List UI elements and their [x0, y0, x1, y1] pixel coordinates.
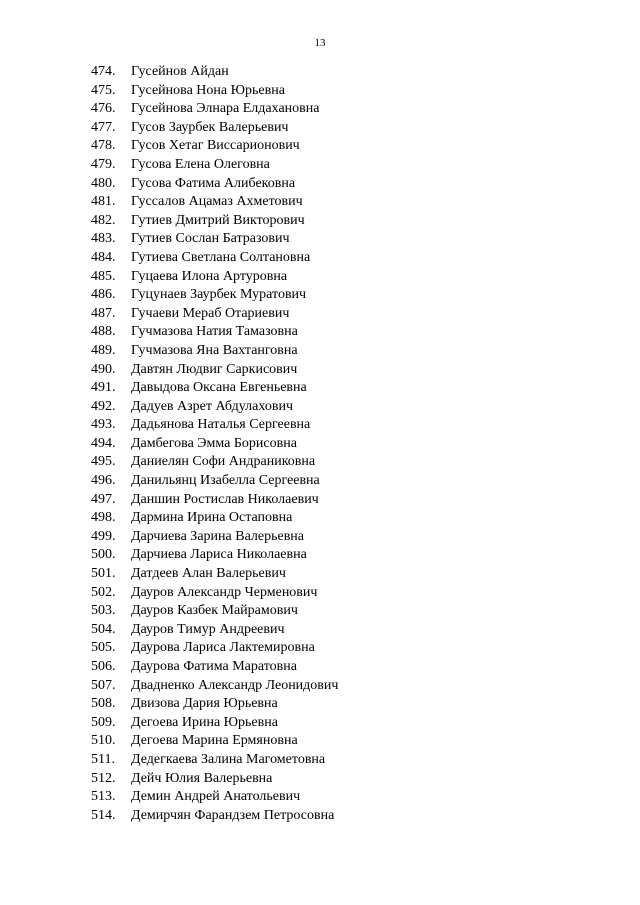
- list-item: [0, 695, 640, 714]
- item-name: Дегоева Марина Ермяновна: [131, 733, 298, 749]
- item-number: 513.: [91, 789, 116, 805]
- list-item: [0, 584, 640, 603]
- item-number: 488.: [91, 324, 116, 340]
- item-name: Даншин Ростислав Николаевич: [131, 491, 319, 507]
- list-item: [0, 156, 640, 175]
- item-name: Дейч Юлия Валерьевна: [131, 770, 273, 786]
- list-item: [0, 714, 640, 733]
- item-name: Гусова Елена Олеговна: [131, 156, 270, 172]
- list-item: [0, 732, 640, 751]
- item-number: 492.: [91, 398, 116, 414]
- item-number: 514.: [91, 807, 116, 823]
- item-number: 506.: [91, 659, 116, 674]
- item-name: Давтян Людвиг Саркисович: [131, 361, 298, 377]
- item-number: 483.: [91, 231, 116, 247]
- item-number: 475.: [91, 82, 116, 98]
- list-item: [0, 751, 640, 770]
- item-name: Гутиева Светлана Солтановна: [131, 249, 311, 265]
- item-name: Гучмазова Яна Вахтанговна: [131, 342, 298, 358]
- item-name: Датдеев Алан Валерьевич: [131, 566, 286, 582]
- item-number: 493.: [91, 417, 116, 433]
- list-item: [0, 100, 640, 119]
- list-item: [0, 268, 640, 287]
- item-number: 510.: [91, 733, 116, 749]
- list-item: [0, 509, 640, 528]
- item-name: Даниелян Софи Андраниковна: [131, 454, 316, 470]
- item-name: Гутиев Сослан Батразович: [131, 231, 290, 247]
- item-number: 487.: [91, 305, 116, 321]
- list-item: [0, 528, 640, 547]
- item-number: 478.: [91, 138, 116, 154]
- list-item: [0, 770, 640, 789]
- item-number: 480.: [91, 175, 116, 191]
- item-name: Гуцаева Илона Артуровна: [131, 268, 288, 284]
- list-item: [0, 658, 640, 677]
- item-name: Гусов Заурбек Валерьевич: [131, 119, 289, 135]
- item-number: 489.: [91, 342, 116, 358]
- item-name: Дарчиева Зарина Валерьевна: [131, 528, 305, 544]
- item-name: Гучаеви Мераб Отариевич: [131, 305, 290, 321]
- item-number: 491.: [91, 380, 116, 396]
- item-number: 511.: [91, 751, 115, 767]
- item-number: 502.: [91, 584, 116, 600]
- list-item: [0, 639, 640, 658]
- item-number: 481.: [91, 194, 116, 210]
- item-name: Двадненко Александр Леонидович: [131, 677, 339, 693]
- item-name: Гусова Фатима Алибековна: [131, 175, 296, 191]
- item-number: 482.: [91, 212, 116, 228]
- item-number: 508.: [91, 696, 116, 712]
- item-number: 485.: [91, 268, 116, 284]
- list-item: [0, 677, 640, 696]
- list-item: [0, 472, 640, 491]
- list-item: [0, 621, 640, 640]
- list-item: [0, 342, 640, 361]
- item-name: Гусейнов Айдан: [131, 64, 229, 79]
- item-name: Гуцунаев Заурбек Муратович: [131, 287, 307, 303]
- item-name: Дегоева Ирина Юрьевна: [131, 714, 278, 730]
- item-number: 500.: [91, 547, 116, 563]
- item-number: 507.: [91, 677, 116, 693]
- item-name: Дауров Казбек Майрамович: [131, 603, 298, 619]
- item-name: Давыдова Оксана Евгеньевна: [131, 380, 307, 396]
- item-number: 486.: [91, 287, 116, 303]
- item-number: 499.: [91, 528, 116, 544]
- list-item: [0, 286, 640, 305]
- list-item: [0, 379, 640, 398]
- item-name: Дауров Александр Черменович: [131, 584, 318, 600]
- item-number: 497.: [91, 491, 116, 507]
- item-number: 505.: [91, 640, 116, 656]
- list-item: [0, 435, 640, 454]
- list-item: [0, 361, 640, 380]
- item-name: Гучмазова Натия Тамазовна: [131, 324, 298, 340]
- item-name: Гутиев Дмитрий Викторович: [131, 212, 305, 228]
- item-number: 512.: [91, 770, 116, 786]
- item-name: Даурова Фатима Маратовна: [131, 659, 297, 674]
- item-number: 498.: [91, 510, 116, 526]
- item-number: 477.: [91, 119, 116, 135]
- list-item: [0, 546, 640, 565]
- page-number: 13: [314, 37, 326, 49]
- item-number: 496.: [91, 473, 116, 489]
- list-item: [0, 212, 640, 231]
- item-name: Дедегкаева Залина Магометовна: [131, 751, 326, 767]
- list-item: [0, 453, 640, 472]
- item-number: 495.: [91, 454, 116, 470]
- list-item: [0, 305, 640, 324]
- list-item: [0, 602, 640, 621]
- item-number: 476.: [91, 101, 116, 117]
- list-item: [0, 565, 640, 584]
- list-item: [0, 230, 640, 249]
- list-item: [0, 137, 640, 156]
- list-item: [0, 193, 640, 212]
- list-item: [0, 807, 640, 826]
- item-name: Гусейнова Элнара Елдахановна: [131, 101, 320, 117]
- item-number: 474.: [91, 64, 116, 79]
- list-item: [0, 788, 640, 807]
- list-item: [0, 82, 640, 101]
- item-number: 490.: [91, 361, 116, 377]
- item-name: Демирчян Фарандзем Петросовна: [131, 807, 335, 823]
- item-name: Гусейнова Нона Юрьевна: [131, 82, 285, 98]
- item-name: Дадьянова Наталья Сергеевна: [131, 417, 311, 433]
- list-item: [0, 491, 640, 510]
- item-number: 494.: [91, 435, 116, 451]
- list-item: [0, 416, 640, 435]
- item-name: Демин Андрей Анатольевич: [131, 789, 301, 805]
- item-name: Дауров Тимур Андреевич: [131, 621, 285, 637]
- item-number: 484.: [91, 249, 116, 265]
- item-number: 503.: [91, 603, 116, 619]
- list-item: [0, 175, 640, 194]
- item-name: Данильянц Изабелла Сергеевна: [131, 473, 320, 489]
- item-name: Дарчиева Лариса Николаевна: [131, 547, 307, 563]
- item-name: Гусов Хетаг Виссарионович: [131, 138, 300, 154]
- item-name: Гуссалов Ацамаз Ахметович: [131, 194, 303, 210]
- name-list: [0, 63, 640, 825]
- item-number: 504.: [91, 621, 116, 637]
- list-item: [0, 119, 640, 138]
- item-name: Дадуев Азрет Абдулахович: [131, 398, 293, 414]
- list-item: [0, 63, 640, 82]
- item-number: 479.: [91, 156, 116, 172]
- item-name: Двизова Дария Юрьевна: [131, 696, 278, 712]
- item-name: Дармина Ирина Остаповна: [131, 510, 293, 526]
- item-number: 509.: [91, 714, 116, 730]
- list-item: [0, 323, 640, 342]
- item-name: Даурова Лариса Лактемировна: [131, 640, 315, 656]
- item-number: 501.: [91, 566, 116, 582]
- item-name: Дамбегова Эмма Борисовна: [131, 435, 297, 451]
- list-item: [0, 398, 640, 417]
- list-item: [0, 249, 640, 268]
